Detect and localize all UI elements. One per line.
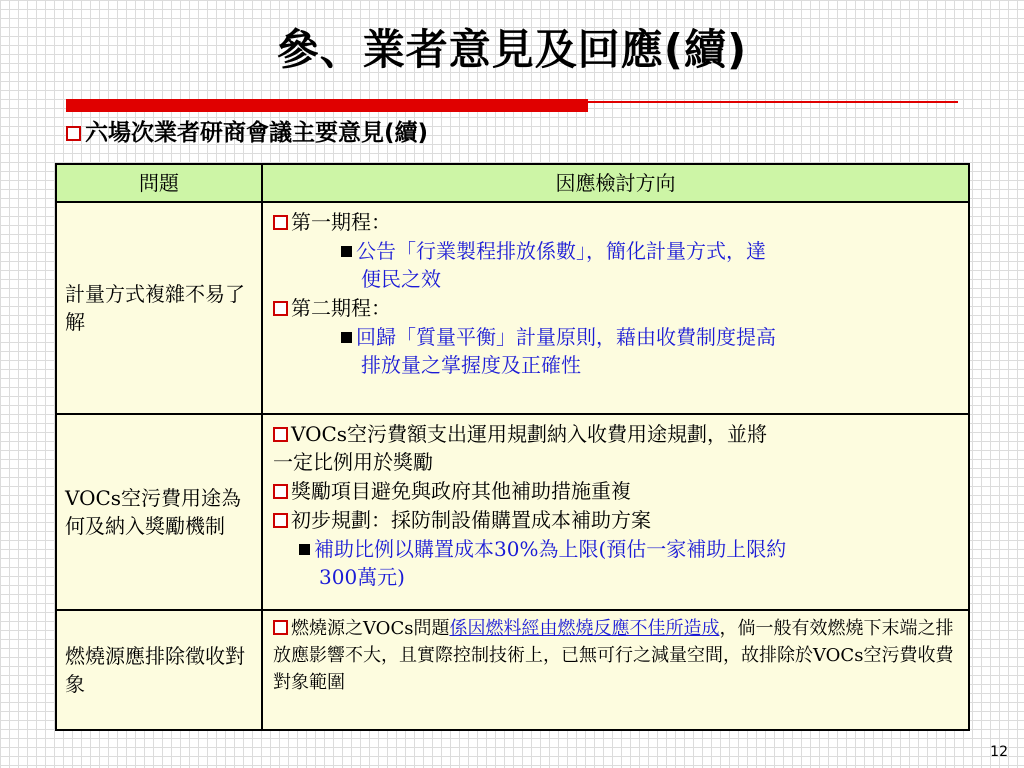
hollow-square-bullet-icon — [273, 484, 288, 499]
table-row — [56, 610, 969, 730]
table-header-row — [56, 164, 969, 202]
issue-cell: VOCs空污費用途為何及納入獎勵機制 — [56, 414, 262, 610]
sub-bullet-item: 補助比例以購置成本30%為上限(預估一家補助上限約 300萬元) — [273, 535, 958, 591]
bullet-item: 第二期程： — [273, 294, 958, 322]
section-heading-text: 六場次業者研商會議主要意見(續) — [85, 120, 429, 146]
issue-cell: 燃燒源應排除徵收對象 — [56, 610, 262, 730]
page-number: 12 — [990, 744, 1008, 760]
response-cell — [262, 202, 969, 414]
table-row — [56, 414, 969, 610]
hollow-square-bullet-icon — [273, 513, 288, 528]
header-issue: 問題 — [56, 164, 262, 202]
sub-bullet-item: 回歸「質量平衡」計量原則，藉由收費制度提高 排放量之掌握度及正確性 — [273, 323, 958, 379]
hollow-square-bullet-icon — [66, 126, 81, 141]
hollow-square-bullet-icon — [273, 620, 288, 635]
bullet-item: VOCs空污費額支出運用規劃納入收費用途規劃，並將 一定比例用於獎勵 — [273, 422, 768, 474]
title-underline-bar — [66, 99, 588, 112]
filled-square-bullet-icon — [341, 246, 352, 257]
header-response: 因應檢討方向 — [262, 164, 969, 202]
filled-square-bullet-icon — [341, 332, 352, 343]
bullet-item: 第一期程： — [273, 208, 958, 236]
title-underline-line — [588, 101, 958, 103]
section-heading — [66, 118, 428, 148]
hollow-square-bullet-icon — [273, 215, 288, 230]
response-cell: 燃燒源之VOCs問題係因燃料經由燃燒反應不佳所造成，倘一般有效燃燒下末端之排放應影響不大，且實際控制技術上，已無可行之減量空間，故排除於VOCs空污費收費對象範圍 — [262, 610, 969, 730]
opinion-response-table — [55, 163, 970, 731]
bullet-item: 獎勵項目避免與政府其他補助措施重複 — [273, 477, 958, 505]
hollow-square-bullet-icon — [273, 301, 288, 316]
bullet-item: 初步規劃：採防制設備購置成本補助方案 — [273, 506, 958, 534]
filled-square-bullet-icon — [299, 544, 310, 555]
hollow-square-bullet-icon — [273, 427, 288, 442]
table-row — [56, 202, 969, 414]
issue-cell: 計量方式複雜不易了解 — [56, 202, 262, 414]
slide-title: 參、業者意見及回應(續) — [276, 25, 748, 74]
sub-bullet-item: 公告「行業製程排放係數」，簡化計量方式，達 便民之效 — [273, 237, 958, 293]
response-cell — [262, 414, 969, 610]
underlined-reason: 係因燃料經由燃燒反應不佳所造成 — [449, 618, 720, 639]
